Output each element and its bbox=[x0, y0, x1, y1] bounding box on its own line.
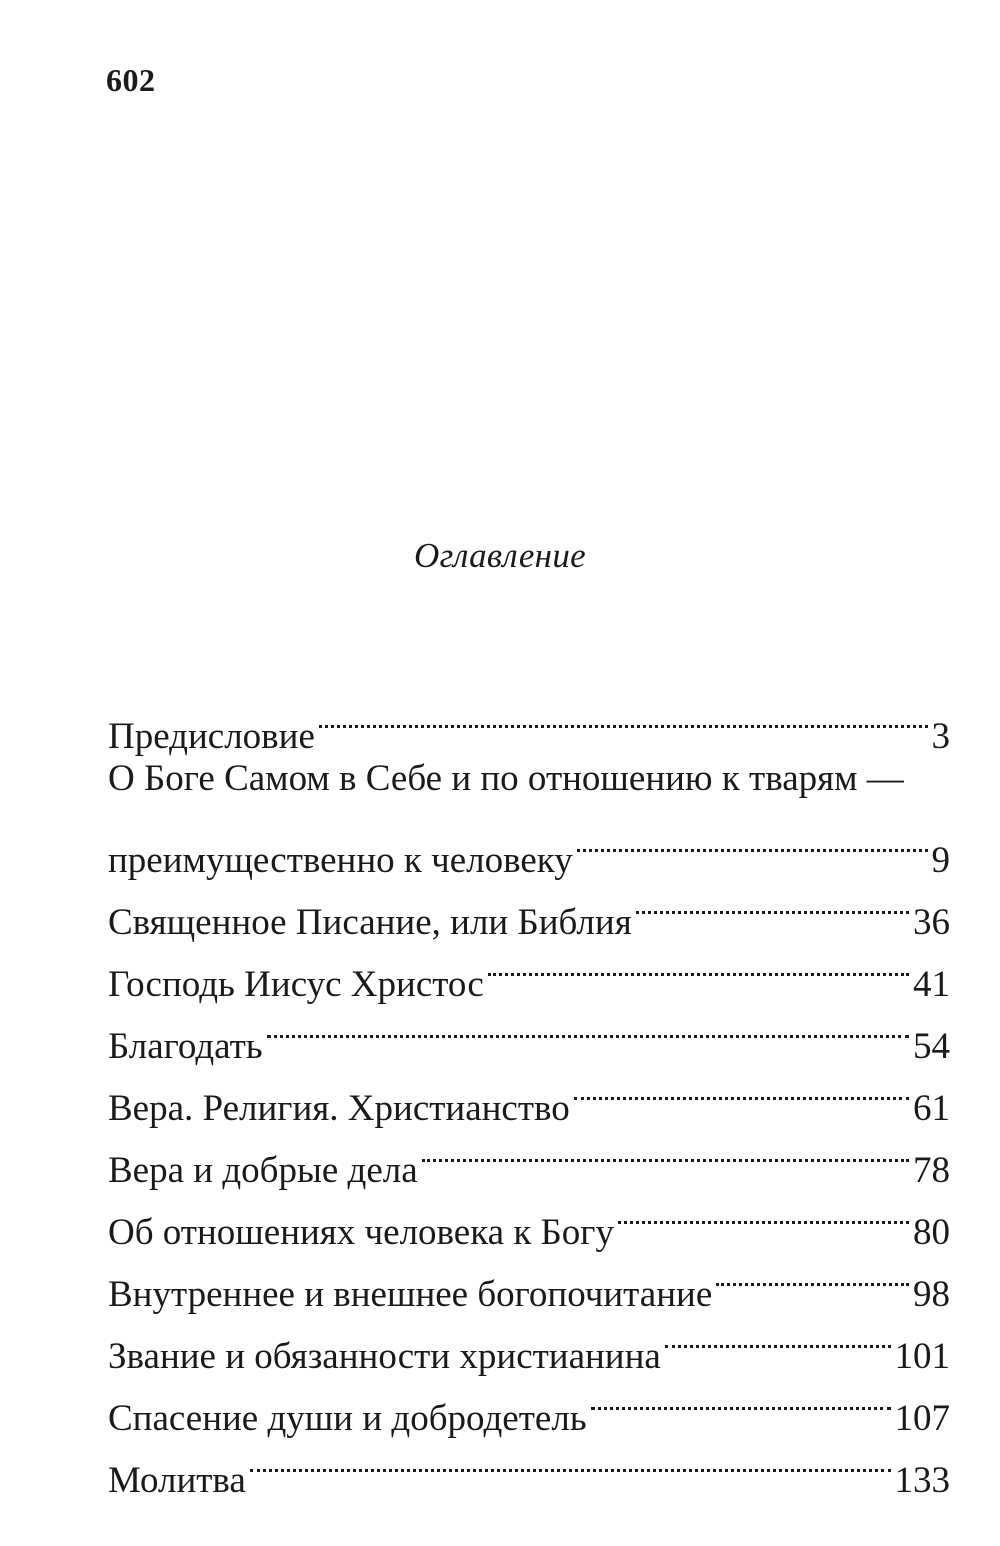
toc-entry-title: Внутреннее и внешнее богопочитание bbox=[108, 1274, 713, 1315]
toc-entry-title-continued: преимущественно к человеку bbox=[108, 840, 573, 881]
toc-title: Оглавление bbox=[414, 536, 586, 575]
toc-leader-dots bbox=[319, 686, 928, 748]
toc-entry-page: 133 bbox=[894, 1460, 950, 1501]
toc-entry-title: Предисловие bbox=[108, 716, 315, 757]
toc-leader-dots bbox=[422, 1120, 909, 1182]
toc-entry-page: 9 bbox=[931, 840, 950, 881]
toc-leader-dots bbox=[636, 872, 909, 934]
toc-entry-title: Спасение души и добродетель bbox=[108, 1398, 587, 1439]
toc-leader-dots bbox=[665, 1306, 891, 1368]
toc-leader-dots bbox=[267, 996, 909, 1058]
toc-entry-page: 41 bbox=[913, 964, 950, 1005]
toc-leader-dots bbox=[618, 1182, 909, 1244]
toc-entry-title: Звание и обязанности христианина bbox=[108, 1336, 661, 1377]
toc-leader-dots bbox=[591, 1368, 891, 1430]
toc-entry-page: 98 bbox=[913, 1274, 950, 1315]
toc-leader-dots bbox=[574, 1058, 909, 1120]
toc-entry-page: 61 bbox=[913, 1088, 950, 1129]
toc-entry-page: 80 bbox=[913, 1212, 950, 1253]
page-number: 602 bbox=[106, 62, 156, 98]
toc-entry-page: 3 bbox=[931, 716, 950, 757]
toc-leader-dots bbox=[577, 810, 928, 872]
toc-entry-title: Вера. Религия. Христианство bbox=[108, 1088, 570, 1129]
toc-entry-page: 36 bbox=[913, 902, 950, 943]
table-of-contents bbox=[108, 686, 950, 1501]
toc-leader-dots bbox=[716, 1244, 909, 1306]
toc-entry-title: Молитва bbox=[108, 1460, 246, 1501]
toc-entry-page: 78 bbox=[913, 1150, 950, 1191]
toc-entry-page: 101 bbox=[894, 1336, 950, 1377]
toc-entry-title: Об отношениях человека к Богу bbox=[108, 1212, 614, 1253]
toc-leader-dots bbox=[250, 1430, 891, 1492]
toc-entry-title: Господь Иисус Христос bbox=[108, 964, 484, 1005]
toc-entry-title: О Боге Самом в Себе и по отношению к тварям — bbox=[108, 758, 904, 799]
toc-entry[interactable] bbox=[108, 748, 950, 881]
toc-leader-dots bbox=[488, 934, 909, 996]
toc-entry-page: 107 bbox=[894, 1398, 950, 1439]
toc-entry-title: Благодать bbox=[108, 1026, 263, 1067]
toc-entry-page: 54 bbox=[913, 1026, 950, 1067]
toc-entry-title: Священное Писание, или Библия bbox=[108, 902, 632, 943]
toc-entry-title: Вера и добрые дела bbox=[108, 1150, 418, 1191]
toc-entry[interactable] bbox=[108, 686, 950, 757]
